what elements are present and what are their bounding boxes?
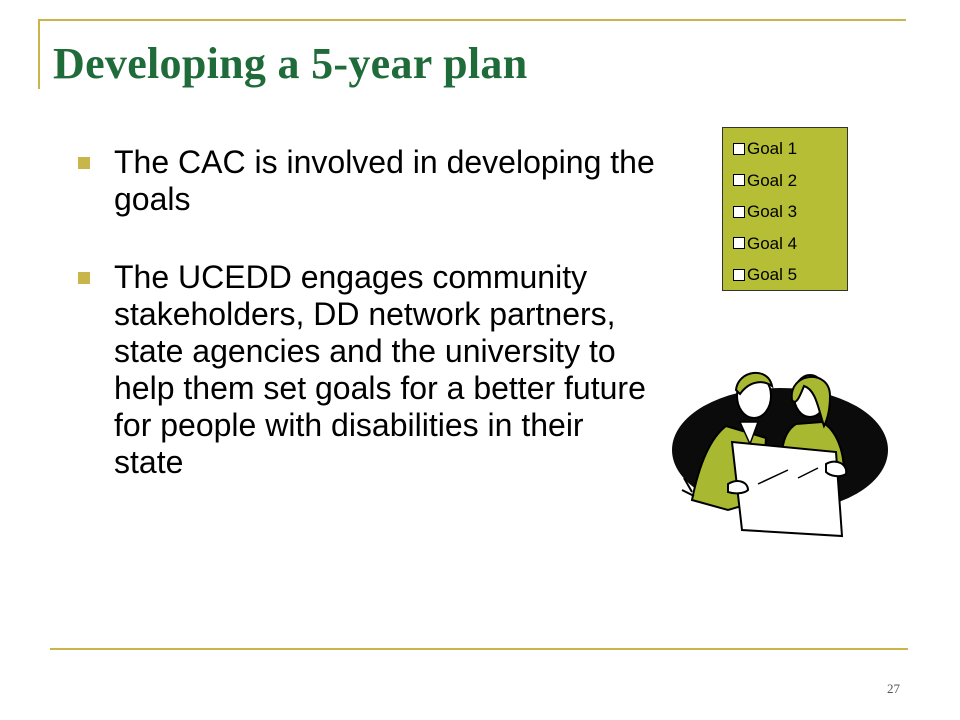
top-rule <box>38 19 906 21</box>
goal-item <box>733 133 847 165</box>
goal-item <box>733 196 847 228</box>
goal-item <box>733 259 847 291</box>
slide-title: Developing a 5-year plan <box>53 39 528 88</box>
goal-label: Goal 1 <box>747 139 798 158</box>
square-bullet-icon <box>78 157 90 169</box>
square-bullet-icon <box>78 272 90 284</box>
goal-label: Goal 4 <box>747 233 798 253</box>
checkbox-icon <box>733 143 745 155</box>
bullet-item <box>78 144 658 218</box>
page-number: 27 <box>887 681 900 696</box>
checkbox-icon <box>733 206 745 218</box>
left-rule <box>38 19 40 89</box>
bullet-item <box>78 259 658 481</box>
checkbox-icon <box>733 237 745 249</box>
bullet-text: The CAC is involved in developing the goals <box>114 144 655 217</box>
bottom-rule <box>50 648 908 650</box>
goal-item <box>733 165 847 197</box>
bullet-text: The UCEDD engages community stakeholders, DD network partners, state agencies and the university to help them set goals for a better future for people with disabilities in their state <box>114 259 646 480</box>
goal-label: Goal 5 <box>747 265 798 284</box>
people-reading-plan-clipart <box>668 360 890 542</box>
bullet-list <box>78 144 658 481</box>
checkbox-icon <box>733 174 745 186</box>
checkbox-icon <box>733 269 745 281</box>
goal-checklist <box>722 127 848 291</box>
goal-item <box>733 228 847 260</box>
goal-label: Goal 2 <box>747 170 798 190</box>
goal-label: Goal 3 <box>747 202 798 221</box>
